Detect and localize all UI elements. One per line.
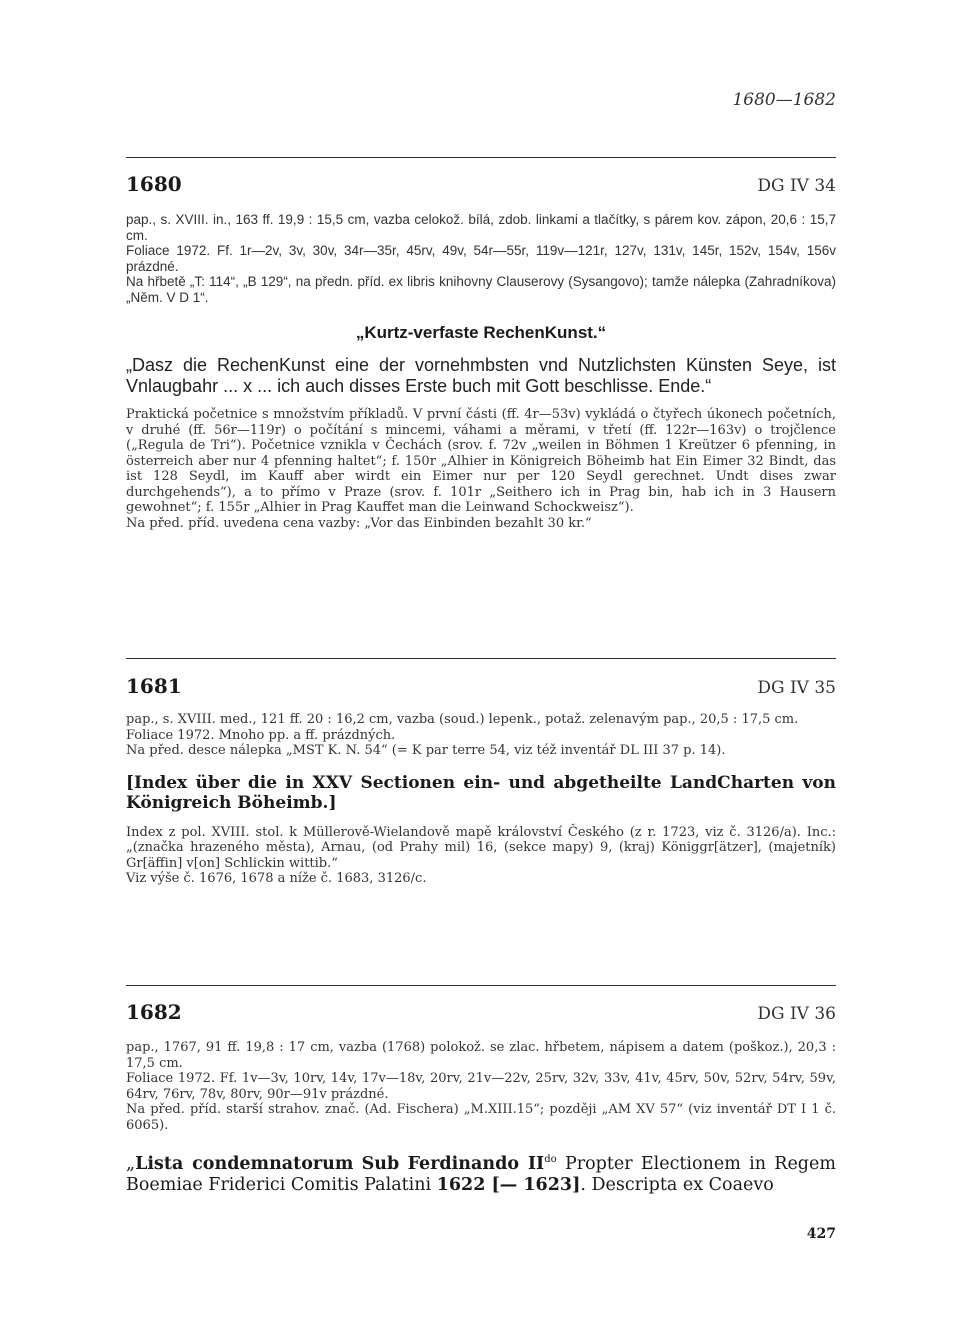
foliation-note: Foliace 1972. Ff. 1r—2v, 3v, 30v, 34r—35r, 45rv, 49v, 54r—55r, 119v—121r, 127v, 131v, 145r, 152v, 154v, 156v prázdné. [126, 243, 836, 274]
shelfmark: DG IV 35 [757, 678, 836, 698]
work-title: [Index über die in XXV Sectionen ein- und abgetheilte LandCharten von Königreich Böheimb.] [126, 772, 836, 813]
physical-description: pap., s. XVIII. med., 121 ff. 20 : 16,2 cm, vazba (soud.) lepenk., potaž. zelenavým pap., 20,5 : 17,5 cm. [126, 712, 799, 727]
title-superscript: do [544, 1154, 557, 1165]
work-title [126, 1149, 836, 1196]
cross-reference: Viz výše č. 1676, 1678 a níže č. 1683, 3126/c. [126, 871, 427, 886]
entry-number: 1681 [126, 674, 182, 698]
title-part: Lista condemnatorum [135, 1153, 354, 1174]
page-number: 427 [806, 1226, 836, 1242]
shelfmark: DG IV 36 [757, 1004, 836, 1024]
title-quote-mark: „ [126, 1153, 136, 1174]
entry-1681 [126, 674, 836, 887]
physical-description: pap., 1767, 91 ff. 19,8 : 17 cm, vazba (1768) polokož. se zlac. hřbetem, nápisem a datem (poškoz.), 20,3 : 17,5 cm. [126, 1040, 836, 1071]
work-title: „Kurtz-verfaste RechenKunst.“ [355, 323, 607, 342]
entry-1682 [126, 1000, 836, 1196]
physical-description: pap., s. XVIII. in., 163 ff. 19,9 : 15,5 cm, vazba celokož. bílá, zdob. linkami a tlačítky, s párem kov. zápon, 20,6 : 15,7 cm. [126, 212, 836, 243]
entry-1680 [126, 172, 836, 531]
provenance-note: Na před. desce nálepka „MST K. N. 54“ (= K par terre 54, viz též inventář DL III 37 p. 14). [126, 743, 726, 758]
entry-number: 1682 [126, 1000, 182, 1024]
foliation-note: Foliace 1972. Mnoho pp. a ff. prázdných. [126, 727, 396, 743]
entry-description [126, 212, 836, 305]
running-head: 1680—1682 [732, 90, 836, 110]
foliation-note: Foliace 1972. Ff. 1v—3v, 10rv, 14v, 17v—18v, 20rv, 21v—22v, 25rv, 32v, 33v, 41v, 45rv, 50v, 52rv, 54rv, 59v, 64rv, 76rv, 78v, 80rv, 90r—91v prázdné. [126, 1071, 836, 1102]
binding-price-note: Na před. příd. uvedena cena vazby: „Vor das Einbinden bezahlt 30 kr.“ [126, 515, 592, 531]
section-rule [126, 985, 836, 986]
entry-description [126, 1040, 836, 1133]
entry-number: 1680 [126, 172, 182, 196]
title-part: Sub [361, 1153, 400, 1174]
title-part: Propter Electionem in Regem Boemiae Friderici Comitis Palatini [126, 1153, 836, 1195]
title-part: . Descripta ex Coaevo [580, 1174, 774, 1195]
content-note: Index z pol. XVIII. stol. k Müllerově-Wielandově mapě království Českého (z r. 1723, viz č. 3126/a). Inc.: „(značka hrazeného města), Arnau, (od Prahy mil) 16, (sekce mapy) 9, (kraj) Königgr[ätzer], (majetník) Gr[äffin] v[on] Schlickin wittib.“ [126, 824, 836, 871]
content-notes [126, 407, 836, 531]
title-part: 1622 [— 1623] [436, 1174, 581, 1195]
provenance-note: Na hřbetě „T: 114“, „B 129“, na předn. příd. ex libris knihovny Clauserovy (Sysangovo); tamže nálepka (Zahradníkova) „Něm. V D 1“. [126, 274, 836, 305]
incipit-explicit: „Dasz die RechenKunst eine der vornehmbsten vnd Nutzlichsten Künsten Seye, ist Vnlaugbahr ... x ... ich auch disses Erste buch mit Gott beschlisse. Ende.“ [126, 355, 836, 396]
title-part: Ferdinando II [407, 1153, 545, 1174]
content-notes [126, 825, 836, 887]
provenance-note: Na před. příd. starší strahov. znač. (Ad. Fischera) „M.XIII.15“; později „AM XV 57“ (viz inventář DT I 1 č. 6065). [126, 1102, 836, 1133]
content-note: Praktická početnice s množstvím příkladů. V první části (ff. 4r—53v) vykládá o čtyřech úkonech početních, v druhé (ff. 56r—119r) o počítání s mincemi, váhami a měrami, v třetí (ff. 122r—163v) o trojčlence („Regula de Tri“). Početnice vznikla v Čechách (srov. f. 72v „weilen in Böhmen 1 Kreützer 6 pfenning, in österreich aber nur 4 pfenning haltet“; f. 150r „Alhier in Königreich Böheimb hat Ein Eimer 32 Bindt, das ist 128 Seydl, im Kauff aber wirdt ein Eimer nur per 120 Seydl gerechnet. Undt dises zwar durchgehends“), a to přímo v Praze (srov. f. 101r „Seithero ich in Prag bin, hab ich in 3 Hausern gewohnet“; f. 155r „Alhier in Prag Kauffet man die Leinwand Schockweisz“). [126, 407, 836, 515]
section-rule [126, 157, 836, 158]
entry-description [126, 712, 836, 759]
shelfmark: DG IV 34 [757, 176, 836, 196]
section-rule [126, 658, 836, 659]
